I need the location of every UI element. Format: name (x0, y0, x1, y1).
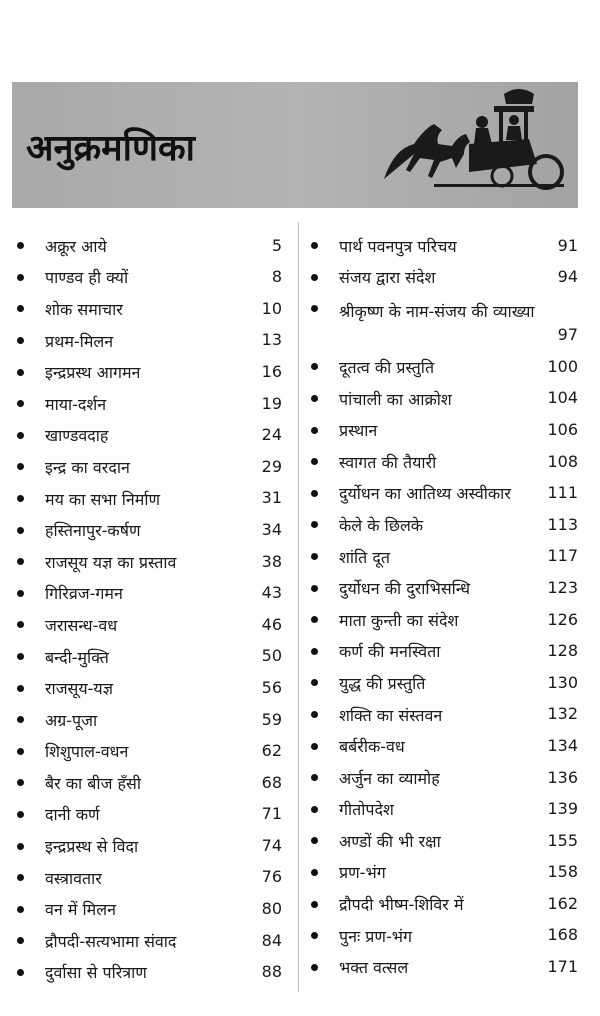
entry-page-number: 31 (261, 488, 282, 508)
entry-page-number: 130 (547, 672, 578, 692)
bullet-icon (17, 937, 24, 944)
contents-entry (12, 514, 282, 546)
contents-entry (306, 604, 578, 636)
contents-entry (12, 262, 282, 294)
contents-entry (12, 641, 282, 673)
bullet-icon (311, 711, 318, 718)
contents-left-column (12, 230, 282, 988)
entry-page-number: 158 (547, 862, 578, 882)
entry-page-number: 8 (271, 267, 282, 287)
entry-page-number: 123 (547, 577, 578, 597)
entry-title: शक्ति का संस्तवन (339, 705, 443, 725)
bullet-icon (311, 774, 318, 781)
bullet-icon (17, 495, 24, 502)
entry-page-number: 134 (547, 735, 578, 755)
contents-entry (306, 351, 578, 383)
entry-page-number: 62 (261, 741, 282, 761)
entry-title: राजसूय यज्ञ का प्रस्ताव (45, 552, 177, 572)
contents-entry (12, 451, 282, 483)
bullet-icon (17, 369, 24, 376)
bullet-icon (311, 901, 318, 908)
entry-page-number: 56 (261, 677, 282, 697)
contents-entry (306, 951, 578, 983)
bullet-icon (17, 874, 24, 881)
contents-entry (306, 857, 578, 889)
entry-title: श्रीकृष्ण के नाम-संजय की व्याख्या (339, 302, 535, 322)
entry-title: इन्द्रप्रस्थ से विदा (45, 837, 139, 857)
entry-title: राजसूय-यज्ञ (45, 679, 113, 699)
entry-page-number: 43 (261, 583, 282, 603)
contents-entry (12, 704, 282, 736)
bullet-icon (17, 432, 24, 439)
entry-page-number: 132 (547, 704, 578, 724)
contents-entry (12, 546, 282, 578)
contents-entry (12, 609, 282, 641)
contents-entry (12, 767, 282, 799)
bullet-icon (17, 969, 24, 976)
contents-entry (306, 699, 578, 731)
contents-entry (306, 509, 578, 541)
entry-title: दानी कर्ण (45, 805, 100, 825)
entry-page-number: 10 (261, 298, 282, 318)
contents-entry (12, 293, 282, 325)
entry-title: वन में मिलन (45, 900, 116, 920)
bullet-icon (17, 305, 24, 312)
entry-title: इन्द्रप्रस्थ आगमन (45, 363, 141, 383)
entry-title: पार्थ पवनपुत्र परिचय (339, 236, 457, 256)
bullet-icon (17, 811, 24, 818)
bullet-icon (311, 490, 318, 497)
entry-title: भक्त वत्सल (339, 958, 409, 978)
entry-title: स्वागत की तैयारी (339, 452, 437, 472)
contents-entry (306, 230, 578, 262)
chariot-illustration-icon (374, 84, 574, 204)
entry-page-number: 46 (261, 614, 282, 634)
entry-page-number: 113 (547, 514, 578, 534)
contents-entry (12, 862, 282, 894)
entry-title: शिशुपाल-वधन (45, 742, 129, 762)
entry-title: बर्बरीक-वध (339, 737, 405, 757)
entry-page-number: 126 (547, 609, 578, 629)
contents-entry (306, 888, 578, 920)
contents-entry (306, 762, 578, 794)
entry-page-number: 80 (261, 899, 282, 919)
bullet-icon (17, 590, 24, 597)
bullet-icon (311, 458, 318, 465)
contents-entry (306, 920, 578, 952)
entry-title: वस्त्रावतार (45, 868, 102, 888)
entry-title: गिरिव्रज-गमन (45, 584, 123, 604)
bullet-icon (311, 964, 318, 971)
contents-entry (306, 636, 578, 668)
entry-title: इन्द्र का वरदान (45, 457, 130, 477)
bullet-icon (311, 616, 318, 623)
entry-page-number: 100 (547, 356, 578, 376)
entry-title: प्रण-भंग (339, 863, 386, 883)
entry-page-number: 94 (557, 267, 578, 287)
entry-page-number: 128 (547, 641, 578, 661)
entry-title: दुर्योधन का आतिथ्य अस्वीकार (339, 484, 511, 504)
entry-page-number: 24 (261, 425, 282, 445)
contents-entry (306, 541, 578, 573)
contents-entry (12, 388, 282, 420)
contents-entry (306, 262, 578, 294)
entry-page-number: 104 (547, 388, 578, 408)
bullet-icon (17, 527, 24, 534)
contents-entry (12, 736, 282, 768)
bullet-icon (17, 400, 24, 407)
bullet-icon (311, 837, 318, 844)
bullet-icon (17, 274, 24, 281)
entry-title: अक्रूर आये (45, 236, 107, 256)
contents-entry (306, 667, 578, 699)
entry-title: शांति दूत (339, 547, 390, 567)
entry-page-number: 91 (557, 235, 578, 255)
bullet-icon (17, 779, 24, 786)
entry-page-number: 59 (261, 709, 282, 729)
entry-title: पुनः प्रण-भंग (339, 926, 412, 946)
entry-page-number: 111 (547, 483, 578, 503)
entry-page-number: 38 (261, 551, 282, 571)
entry-title: कर्ण की मनस्विता (339, 642, 441, 662)
bullet-icon (17, 685, 24, 692)
entry-title: माता कुन्ती का संदेश (339, 610, 459, 630)
contents-entry (12, 325, 282, 357)
bullet-icon (311, 869, 318, 876)
entry-page-number: 136 (547, 767, 578, 787)
entry-page-number: 29 (261, 456, 282, 476)
entry-title: बैर का बीज हँसी (45, 773, 141, 793)
entry-page-number: 19 (261, 393, 282, 413)
column-divider (298, 222, 299, 992)
bullet-icon (17, 906, 24, 913)
contents-entry (12, 893, 282, 925)
bullet-icon (311, 743, 318, 750)
entry-page-number: 106 (547, 419, 578, 439)
bullet-icon (17, 843, 24, 850)
entry-title: मय का सभा निर्माण (45, 489, 161, 509)
contents-entry (306, 825, 578, 857)
contents-entry (12, 957, 282, 989)
contents-entry (306, 730, 578, 762)
bullet-icon (311, 806, 318, 813)
entry-title: प्रथम-मिलन (45, 331, 114, 351)
bullet-icon (17, 748, 24, 755)
entry-title: खाण्डवदाह (45, 426, 109, 446)
contents-entry (306, 293, 578, 351)
bullet-icon (311, 242, 318, 249)
contents-entry (12, 925, 282, 957)
contents-entry (12, 230, 282, 262)
entry-page-number: 117 (547, 546, 578, 566)
contents-right-column (306, 230, 578, 983)
entry-title: अर्जुन का व्यामोह (339, 768, 440, 788)
entry-page-number: 168 (547, 925, 578, 945)
entry-page-number: 108 (547, 451, 578, 471)
entry-title: दूतत्व की प्रस्तुति (339, 357, 435, 377)
entry-page-number: 71 (261, 804, 282, 824)
entry-page-number: 68 (261, 772, 282, 792)
bullet-icon (311, 427, 318, 434)
bullet-icon (17, 242, 24, 249)
entry-title: प्रस्थान (339, 421, 378, 441)
bullet-icon (311, 585, 318, 592)
entry-page-number: 97 (557, 325, 578, 345)
bullet-icon (311, 648, 318, 655)
entry-page-number: 74 (261, 835, 282, 855)
entry-title: हस्तिनापुर-कर्षण (45, 521, 141, 541)
entry-title: माया-दर्शन (45, 394, 107, 414)
entry-page-number: 155 (547, 830, 578, 850)
contents-entry (12, 420, 282, 452)
entry-page-number: 171 (547, 957, 578, 977)
bullet-icon (311, 274, 318, 281)
entry-title: गीतोपदेश (339, 800, 394, 820)
contents-entry (12, 799, 282, 831)
bullet-icon (311, 305, 318, 312)
entry-title: केले के छिलके (339, 515, 424, 535)
contents-entry (306, 383, 578, 415)
contents-entry (12, 830, 282, 862)
bullet-icon (311, 553, 318, 560)
contents-entry (12, 483, 282, 515)
entry-title: दुर्योधन की दुराभिसन्धि (339, 579, 471, 599)
contents-entry (12, 578, 282, 610)
bullet-icon (311, 521, 318, 528)
entry-title: संजय द्वारा संदेश (339, 268, 436, 288)
contents-entry (12, 672, 282, 704)
bullet-icon (17, 716, 24, 723)
bullet-icon (311, 395, 318, 402)
contents-entry (306, 446, 578, 478)
bullet-icon (17, 653, 24, 660)
bullet-icon (17, 621, 24, 628)
entry-title: अण्डों की भी रक्षा (339, 831, 441, 851)
contents-entry (306, 414, 578, 446)
entry-page-number: 34 (261, 519, 282, 539)
entry-title: पाण्डव ही क्यों (45, 268, 129, 288)
entry-page-number: 162 (547, 893, 578, 913)
entry-title: द्रौपदी भीष्म-शिविर में (339, 895, 464, 915)
contents-header-banner (12, 82, 578, 208)
entry-title: पांचाली का आक्रोश (339, 389, 452, 409)
entry-title: शोक समाचार (45, 299, 123, 319)
entry-title: द्रौपदी-सत्यभामा संवाद (45, 931, 177, 951)
entry-title: युद्ध की प्रस्तुति (339, 673, 426, 693)
bullet-icon (311, 363, 318, 370)
entry-page-number: 84 (261, 930, 282, 950)
contents-entry (306, 572, 578, 604)
contents-entry (306, 794, 578, 826)
entry-title: जरासन्ध-वध (45, 615, 118, 635)
bullet-icon (17, 463, 24, 470)
entry-title: दुर्वासा से परित्राण (45, 963, 147, 983)
bullet-icon (17, 337, 24, 344)
entry-page-number: 139 (547, 799, 578, 819)
entry-title: बन्दी-मुक्ति (45, 647, 109, 667)
contents-entry (306, 478, 578, 510)
entry-title: अग्र-पूजा (45, 710, 98, 730)
bullet-icon (17, 558, 24, 565)
entry-page-number: 50 (261, 646, 282, 666)
entry-page-number: 13 (261, 330, 282, 350)
bullet-icon (311, 679, 318, 686)
entry-page-number: 88 (261, 962, 282, 982)
entry-page-number: 76 (261, 867, 282, 887)
bullet-icon (311, 932, 318, 939)
page-title: अनुक्रमणिका (26, 128, 195, 169)
entry-page-number: 16 (261, 361, 282, 381)
contents-entry (12, 356, 282, 388)
entry-page-number: 5 (271, 235, 282, 255)
